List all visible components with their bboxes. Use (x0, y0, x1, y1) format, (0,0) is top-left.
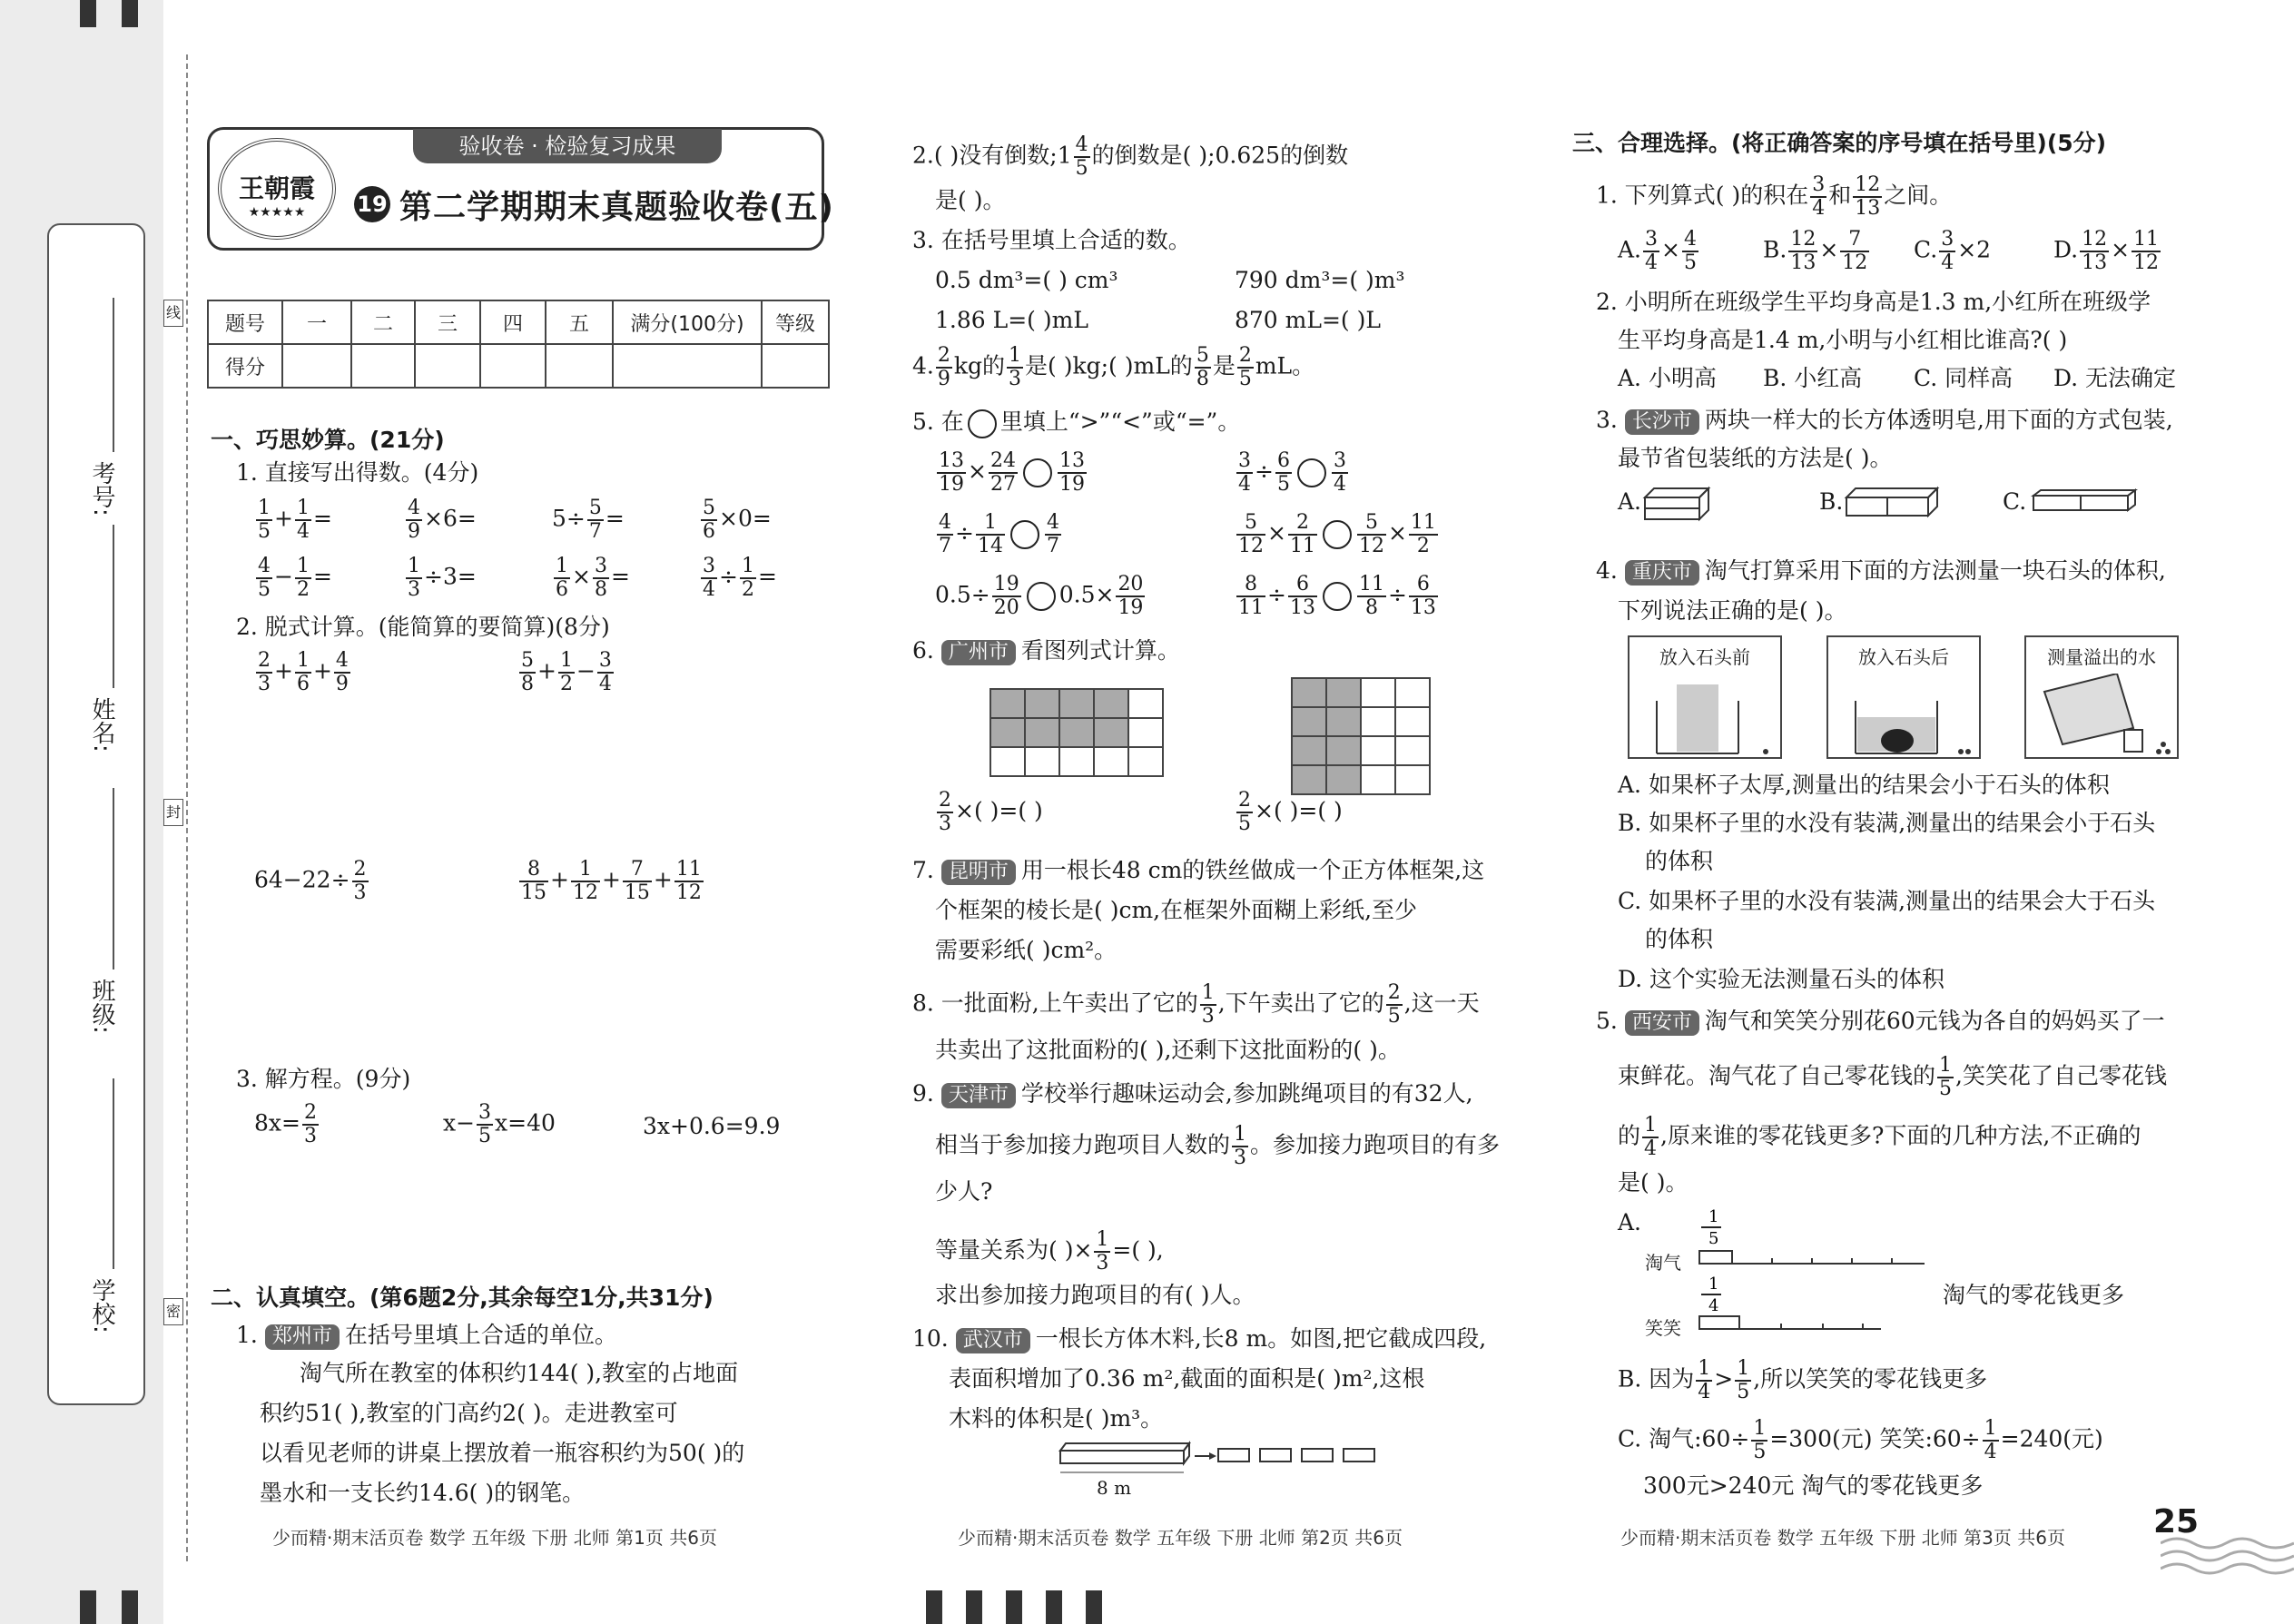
score-header-cell: 三 (415, 300, 480, 344)
q3-2-option[interactable]: A. 小明高 (1618, 365, 1717, 391)
q2-3-item[interactable]: 790 dm³=( )m³ (1235, 267, 1405, 293)
q3-3-line[interactable]: 最节省包装纸的方法是( )。 (1618, 445, 1893, 471)
q3-4-line[interactable]: 下列说法正确的是( )。 (1618, 597, 1847, 624)
q2-7-line[interactable]: 7. 昆明市 用一根长48 cm的铁丝做成一个正方体框架,这 (912, 857, 1485, 883)
svg-text:1: 1 (1708, 1275, 1719, 1294)
q2-1-line[interactable]: 积约51( ),教室的门高约2( )。走进教室可 (260, 1400, 678, 1426)
score-header-cell: 四 (480, 300, 546, 344)
page-number: 25 (2153, 1503, 2200, 1540)
soap-pack-b-icon (1843, 485, 1943, 521)
name-label: 姓名: (88, 697, 115, 753)
q3-1-stem[interactable]: 1. 下列算式( )的积在 $\frac{3}{4}$ 和 $\frac{12}{13}$ 之间。 (1596, 173, 1953, 220)
score-cell[interactable] (546, 344, 613, 388)
q2-7-line[interactable]: 需要彩纸( )cm²。 (935, 937, 1117, 963)
region-tag: 武汉市 (956, 1328, 1030, 1353)
school-line[interactable] (113, 1078, 114, 1269)
q2-8-line[interactable]: 共卖出了这批面粉的( ),还剩下这批面粉的( )。 (935, 1037, 1401, 1063)
fold-line (186, 54, 188, 1561)
money-bar-diagram (1645, 1206, 1935, 1342)
q3-4-option[interactable]: D. 这个实验无法测量石头的体积 (1618, 966, 1945, 992)
region-tag: 长沙市 (1625, 409, 1699, 435)
score-row-label: 得分 (208, 344, 282, 388)
equation-item[interactable]: 3x+0.6=9.9 (643, 1113, 781, 1139)
q1-1-stem: 1. 直接写出得数。(4分) (236, 459, 479, 486)
name-line[interactable] (113, 525, 114, 688)
q3-5-option-a[interactable]: A. (1618, 1209, 1642, 1235)
logo-stars-icon: ★★★★★ (248, 205, 306, 220)
q3-4-option[interactable]: B. 如果杯子里的水没有装满,测量出的结果会小于石头 (1618, 810, 2156, 836)
q2-4-line[interactable]: 4. $\frac{2}{9}$ kg的 $\frac{1}{3}$ 是( )kg;( )mL的 $\frac{5}{8}$ 是 $\frac{2}{5}$ mL。 (912, 344, 1315, 390)
q2-3-item[interactable]: 0.5 dm³=( ) cm³ (935, 267, 1118, 293)
compare-circle-icon (968, 409, 997, 438)
q2-2-line[interactable]: 是( )。 (935, 187, 1006, 213)
svg-text:5: 5 (1708, 1229, 1719, 1248)
q3-2-option[interactable]: B. 小红高 (1763, 365, 1863, 391)
xiaoxiao-label: 笑笑 (1645, 1317, 1681, 1339)
q3-3-option[interactable]: A. (1618, 488, 1642, 515)
score-cell[interactable] (613, 344, 762, 388)
exam-number-label: 考号: (88, 461, 115, 517)
calc-item[interactable]: $\frac{3}{4}$ ÷ $\frac{1}{2}$ = (703, 555, 777, 601)
q3-2-option[interactable]: C. 同样高 (1914, 365, 2013, 391)
score-header-cell: 等级 (762, 300, 829, 344)
wood-length-label: 8 m (1097, 1477, 1132, 1499)
score-header-cell: 满分(100分) (613, 300, 762, 344)
compare-item[interactable]: $\frac{8}{11}$ ÷ $\frac{6}{13}$ $\frac{11}{8}$ ÷ $\frac{6}{13}$ (1238, 573, 1436, 619)
q2-6-stem: 6. 广州市 看图列式计算。 (912, 637, 1180, 664)
score-header-cell: 二 (351, 300, 415, 344)
seal-char-secret: 密 (163, 1298, 183, 1325)
school-label: 学校: (88, 1278, 115, 1334)
q3-5-line: 5. 西安市 淘气和笑笑分别花60元钱为各自的妈妈买了一 (1596, 1008, 2165, 1034)
score-cell[interactable] (415, 344, 480, 388)
q3-5-line: 的 $\frac{1}{4}$ ,原来谁的零花钱更多?下面的几种方法,不正确的 (1618, 1114, 2141, 1160)
calc-item[interactable]: 5÷ $\frac{5}{7}$ = (552, 497, 625, 543)
experiment-panel-measure: 测量溢出的水 (2024, 635, 2179, 759)
q3-3-option[interactable]: B. (1819, 488, 1844, 515)
q1-2-stem: 2. 脱式计算。(能简算的要简算)(8分) (236, 614, 610, 640)
section-2-title: 二、认真填空。(第6题2分,其余每空1分,共31分) (211, 1284, 714, 1311)
exam-number-badge: 19 (354, 186, 390, 222)
region-tag: 昆明市 (941, 860, 1016, 885)
q2-7-line[interactable]: 个框架的棱长是( )cm,在框架外面糊上彩纸,至少 (935, 897, 1418, 923)
region-tag: 天津市 (941, 1083, 1016, 1108)
q3-1-option[interactable]: C. $\frac{3}{4}$ ×2 (1914, 228, 1992, 274)
q3-5-line: 束鲜花。淘气花了自己零花钱的 $\frac{1}{5}$ ,笑笑花了自己零花钱 (1618, 1054, 2167, 1100)
logo-text: 王朝霞 (238, 173, 315, 203)
q2-2-line[interactable]: 2.( )没有倒数;1 $\frac{4}{5}$ 的倒数是( );0.625的倒数 (912, 133, 1349, 180)
q3-5-a-result: 淘气的零花钱更多 (1943, 1282, 2125, 1308)
q2-1-line[interactable]: 以看见老师的讲桌上摆放着一瓶容积约为50( )的 (260, 1440, 745, 1466)
q2-9-line[interactable]: 9. 天津市 学校举行趣味运动会,参加跳绳项目的有32人, (912, 1080, 1473, 1107)
calc-item[interactable]: $\frac{4}{9}$ ×6= (408, 497, 477, 543)
score-cell[interactable] (351, 344, 415, 388)
soap-pack-a-icon (1641, 479, 1714, 525)
score-table-header-row (208, 300, 829, 344)
score-header-cell: 题号 (208, 300, 282, 344)
q3-2-line: 2. 小明所在班级学生平均身高是1.3 m,小红所在班级学 (1596, 289, 2151, 315)
region-tag: 郑州市 (265, 1324, 340, 1350)
mixed-calc-item[interactable]: $\frac{2}{3}$ + $\frac{1}{6}$ + $\frac{4}{9}$ (258, 649, 349, 695)
student-info-box (47, 223, 145, 1405)
brand-logo (218, 138, 336, 240)
section-3-title: 三、合理选择。(将正确答案的序号填在括号里)(5分) (1572, 130, 2107, 156)
q1-3-stem: 3. 解方程。(9分) (236, 1066, 411, 1092)
svg-text:1: 1 (1708, 1207, 1719, 1226)
q2-3-item[interactable]: 1.86 L=( )mL (935, 307, 1088, 333)
q2-5-stem: 5. 在 里填上“>”“<”或“=”。 (912, 407, 1240, 438)
q3-5-option-c-line2: 300元>240元 淘气的零花钱更多 (1643, 1472, 1984, 1499)
q2-10-line[interactable]: 木料的体积是( )m³。 (949, 1405, 1164, 1432)
q3-5-line[interactable]: 是( )。 (1618, 1169, 1689, 1196)
header-banner: 验收卷 · 检验复习成果 (413, 129, 722, 163)
fraction-grid-1 (989, 688, 1164, 777)
page-title: 第二学期期末真题验收卷(五) (399, 189, 834, 226)
score-header-cell: 一 (282, 300, 351, 344)
seal-char-seal: 封 (163, 799, 183, 826)
region-tag: 重庆市 (1625, 560, 1699, 586)
q2-1-stem: 1. 郑州市 在括号里填上合适的单位。 (236, 1322, 617, 1348)
q3-4-option-cont: 的体积 (1645, 848, 1714, 874)
q3-5-option-b[interactable]: B. 因为 $\frac{1}{4}$ > $\frac{1}{5}$ ,所以笑笑的零花钱更多 (1618, 1357, 1988, 1403)
q2-6-equation[interactable]: $\frac{2}{3}$ ×( )=( ) (939, 789, 1043, 835)
q3-1-option[interactable]: A. $\frac{3}{4}$ × $\frac{4}{5}$ (1618, 228, 1697, 274)
q3-4-line: 4. 重庆市 淘气打算采用下面的方法测量一块石头的体积, (1596, 557, 2166, 584)
q3-3-line: 3. 长沙市 两块一样大的长方体透明皂,用下面的方式包装, (1596, 407, 2173, 433)
mixed-calc-item[interactable]: $\frac{8}{15}$ + $\frac{1}{12}$ + $\frac{7}{15}$ + $\frac{11}{12}$ (521, 858, 702, 904)
svg-text:4: 4 (1708, 1296, 1719, 1315)
calc-item[interactable]: $\frac{5}{6}$ ×0= (703, 497, 772, 543)
calc-item[interactable]: $\frac{1}{3}$ ÷3= (408, 555, 477, 601)
score-cell[interactable] (762, 344, 829, 388)
q3-3-option[interactable]: C. (2003, 488, 2027, 515)
seal-char-line: 线 (163, 300, 183, 327)
page-footer: 少而精·期末活页卷 数学 五年级 下册 北师 第1页 共6页 (272, 1527, 717, 1549)
score-table (207, 300, 830, 389)
q2-10-line[interactable]: 表面积增加了0.36 m²,截面的面积是( )m²,这根 (949, 1365, 1425, 1392)
q2-9-line[interactable]: 等量关系为( )× $\frac{1}{3}$ =( ), (935, 1228, 1164, 1275)
soap-pack-c-icon (2030, 487, 2139, 517)
calc-item[interactable]: $\frac{4}{5}$ − $\frac{1}{2}$ = (258, 555, 332, 601)
compare-item[interactable]: $\frac{4}{7}$ ÷ $\frac{1}{14}$ $\frac{4}{7}$ (939, 511, 1059, 557)
q2-1-line[interactable]: 淘气所在教室的体积约144( ),教室的占地面 (300, 1360, 739, 1386)
region-tag: 西安市 (1625, 1010, 1699, 1036)
q2-3-item[interactable]: 870 mL=( )L (1235, 307, 1381, 333)
compare-item[interactable]: $\frac{13}{19}$ × $\frac{24}{27}$ $\frac{13}{19}$ (939, 449, 1085, 496)
fraction-grid-2 (1291, 677, 1431, 795)
q2-1-line[interactable]: 墨水和一支长约14.6( )的钢笔。 (260, 1480, 586, 1506)
compare-item[interactable]: $\frac{5}{12}$ × $\frac{2}{11}$ $\frac{5}{12}$ × $\frac{11}{2}$ (1238, 511, 1436, 557)
calc-item[interactable]: $\frac{1}{5}$ + $\frac{1}{4}$ = (258, 497, 332, 543)
score-cell[interactable] (282, 344, 351, 388)
q2-9-line[interactable]: 相当于参加接力跑项目人数的 $\frac{1}{3}$ 。参加接力跑项目的有多 (935, 1123, 1501, 1169)
q2-10-line[interactable]: 10. 武汉市 一根长方体木料,长8 m。如图,把它截成四段, (912, 1325, 1487, 1352)
q2-9-line[interactable]: 求出参加接力跑项目的有( )人。 (935, 1282, 1255, 1308)
taoqi-label: 淘气 (1645, 1252, 1681, 1274)
page-footer: 少而精·期末活页卷 数学 五年级 下册 北师 第3页 共6页 (1620, 1527, 2065, 1549)
experiment-panel-after: 放入石头后 (1826, 635, 1981, 759)
q3-4-option[interactable]: A. 如果杯子太厚,测量出的结果会小于石头的体积 (1618, 772, 2110, 798)
section-1-title: 一、巧思妙算。(21分) (211, 427, 445, 453)
score-cell[interactable] (480, 344, 546, 388)
q2-3-stem: 3. 在括号里填上合适的数。 (912, 227, 1191, 253)
q2-8-line[interactable]: 8. 一批面粉,上午卖出了它的 $\frac{1}{3}$ ,下午卖出了它的 $\frac{2}{5}$ ,这一天 (912, 981, 1480, 1028)
wave-decoration (2161, 1534, 2294, 1589)
q3-2-line[interactable]: 生平均身高是1.4 m,小明与小红相比谁高?( ) (1618, 327, 2068, 353)
q3-1-option[interactable]: B. $\frac{12}{13}$ × $\frac{7}{12}$ (1763, 228, 1868, 274)
region-tag: 广州市 (941, 640, 1016, 665)
equation-item[interactable]: x− $\frac{3}{5}$ x=40 (443, 1101, 556, 1147)
q3-5-option-c[interactable]: C. 淘气:60÷ $\frac{1}{5}$ =300(元) 笑笑:60÷ $\frac{1}{4}$ =240(元) (1618, 1417, 2103, 1463)
calc-item[interactable]: $\frac{1}{6}$ × $\frac{3}{8}$ = (556, 555, 630, 601)
q3-4-option-cont: 的体积 (1645, 926, 1714, 952)
experiment-panel-before: 放入石头前 (1628, 635, 1782, 759)
q3-4-option[interactable]: C. 如果杯子里的水没有装满,测量出的结果会大于石头 (1618, 888, 2156, 914)
equation-item[interactable]: 8x= $\frac{2}{3}$ (254, 1101, 317, 1147)
exam-number-line[interactable] (113, 298, 114, 452)
mixed-calc-item[interactable]: 64−22÷ $\frac{2}{3}$ (254, 858, 367, 904)
page-footer: 少而精·期末活页卷 数学 五年级 下册 北师 第2页 共6页 (958, 1527, 1403, 1549)
class-line[interactable] (113, 788, 114, 969)
class-label: 班级: (88, 979, 115, 1034)
compare-item[interactable]: 0.5÷ $\frac{19}{20}$ 0.5× $\frac{20}{19}$ (935, 573, 1144, 619)
score-header-cell: 五 (546, 300, 613, 344)
q2-6-equation[interactable]: $\frac{2}{5}$ ×( )=( ) (1238, 789, 1343, 835)
q3-2-option[interactable]: D. 无法确定 (2053, 365, 2177, 391)
q2-9-line: 少人? (935, 1178, 993, 1205)
mixed-calc-item[interactable]: $\frac{5}{8}$ + $\frac{1}{2}$ − $\frac{3}{4}$ (521, 649, 612, 695)
compare-item[interactable]: $\frac{3}{4}$ ÷ $\frac{6}{5}$ $\frac{3}{4}$ (1238, 449, 1346, 496)
q3-1-option[interactable]: D. $\frac{12}{13}$ × $\frac{11}{12}$ (2053, 228, 2160, 274)
score-table-score-row (208, 344, 829, 388)
